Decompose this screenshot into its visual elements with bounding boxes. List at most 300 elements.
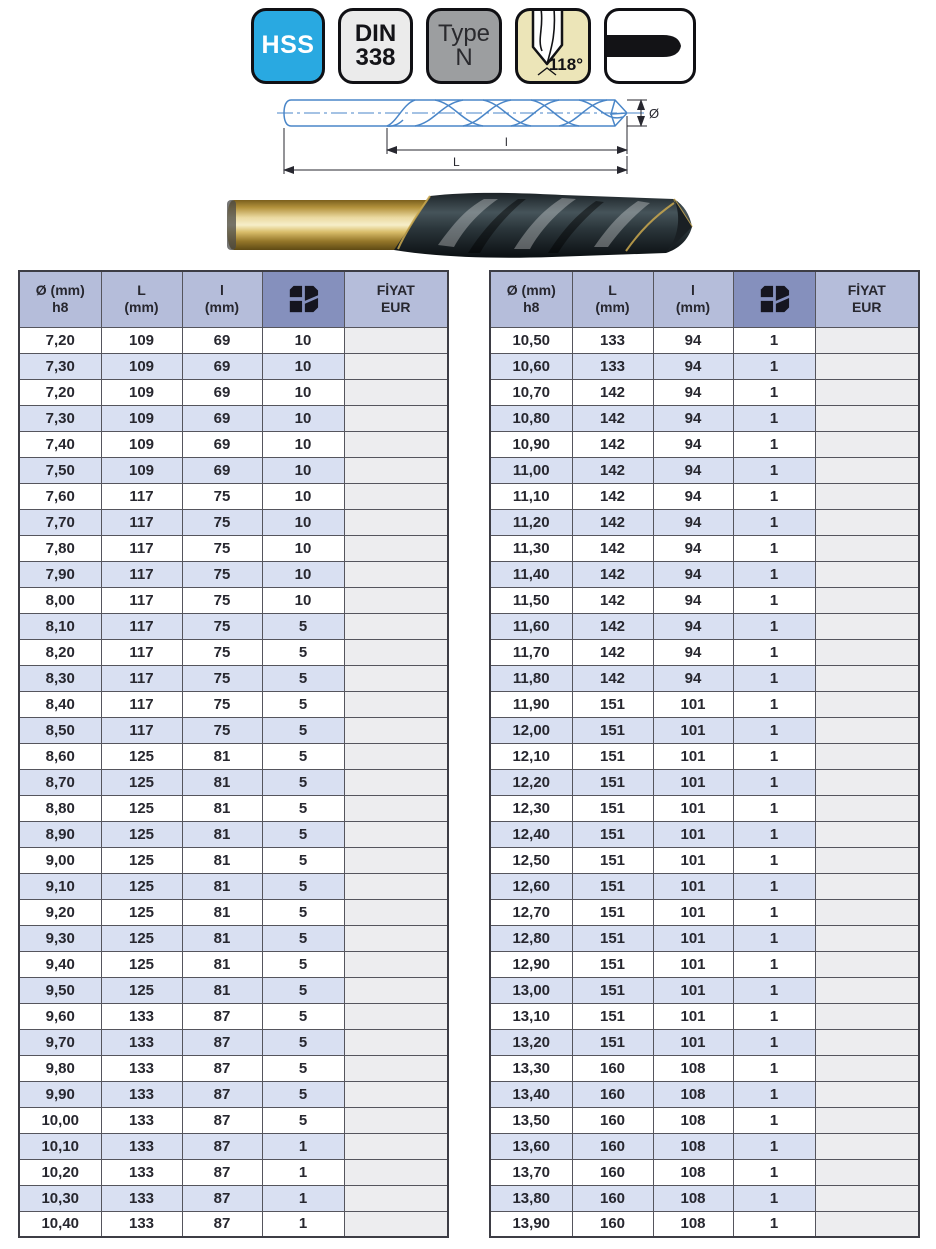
table-row [19,873,448,899]
price-cell [815,1081,919,1107]
pack-qty-cell: 10 [262,431,344,457]
flute-length-cell: 101 [653,977,733,1003]
price-cell [344,717,448,743]
diameter-cell: 13,40 [490,1081,572,1107]
header-row [490,271,919,327]
total-length-cell: 133 [101,1133,182,1159]
diameter-cell: 12,80 [490,925,572,951]
flute-length-cell: 94 [653,613,733,639]
pack-qty-cell: 5 [262,691,344,717]
total-length-cell: 151 [572,899,653,925]
diameter-cell: 11,70 [490,639,572,665]
pack-qty-cell: 1 [733,457,815,483]
flute-length-cell: 101 [653,821,733,847]
table-row [490,665,919,691]
flute-length-cell: 94 [653,353,733,379]
pack-qty-cell: 10 [262,457,344,483]
table-row [490,1185,919,1211]
price-cell [344,509,448,535]
flute-length-cell: 81 [182,795,262,821]
price-cell [815,535,919,561]
cylindrical-shank-icon [607,11,693,81]
table-row [490,327,919,353]
price-cell [344,925,448,951]
total-length-cell: 142 [572,379,653,405]
price-cell [815,561,919,587]
col-header-total-length: L (mm) [572,271,653,327]
total-length-cell: 160 [572,1081,653,1107]
price-cell [815,1107,919,1133]
type-n-badge [426,8,502,84]
total-length-cell: 160 [572,1055,653,1081]
table-row [19,327,448,353]
pack-qty-cell: 1 [733,509,815,535]
total-length-cell: 160 [572,1107,653,1133]
total-length-cell: 151 [572,717,653,743]
flute-length-cell: 108 [653,1185,733,1211]
total-length-cell: 125 [101,769,182,795]
total-length-cell: 125 [101,951,182,977]
diameter-cell: 10,70 [490,379,572,405]
total-length-cell: 142 [572,665,653,691]
price-cell [344,1029,448,1055]
table-row [490,1133,919,1159]
pack-qty-cell: 1 [733,327,815,353]
col-header-flute-length: l (mm) [182,271,262,327]
table-row [19,795,448,821]
price-cell [344,457,448,483]
pack-qty-cell: 1 [733,379,815,405]
table-row [19,847,448,873]
total-length-cell: 133 [101,1107,182,1133]
flute-length-cell: 94 [653,431,733,457]
total-length-cell: 151 [572,743,653,769]
flute-length-cell: 69 [182,379,262,405]
price-cell [815,1003,919,1029]
flute-length-cell: 69 [182,431,262,457]
price-cell [815,1055,919,1081]
flute-length-cell: 69 [182,327,262,353]
table-row [490,1211,919,1237]
flute-length-cell: 101 [653,795,733,821]
total-length-cell: 109 [101,457,182,483]
total-length-cell: 142 [572,483,653,509]
pack-qty-cell: 1 [733,483,815,509]
total-length-cell: 117 [101,613,182,639]
diameter-cell: 9,20 [19,899,101,925]
diameter-cell: 7,60 [19,483,101,509]
diameter-cell: 9,40 [19,951,101,977]
table-row [490,1055,919,1081]
table-row [490,587,919,613]
right-table-body [490,327,919,1237]
pack-qty-cell: 5 [262,977,344,1003]
din-label-line1: DIN [354,19,397,47]
total-length-cell: 117 [101,639,182,665]
price-cell [344,1159,448,1185]
price-cell [344,1055,448,1081]
price-cell [815,899,919,925]
pack-qty-cell: 5 [262,925,344,951]
diameter-cell: 13,50 [490,1107,572,1133]
price-cell [815,1133,919,1159]
price-cell [815,587,919,613]
price-cell [815,1211,919,1237]
pack-qty-cell: 1 [733,951,815,977]
price-cell [815,613,919,639]
table-row [490,717,919,743]
diameter-cell: 11,00 [490,457,572,483]
table-row [19,899,448,925]
diameter-cell: 8,20 [19,639,101,665]
total-length-cell: 117 [101,587,182,613]
diameter-cell: 11,40 [490,561,572,587]
total-length-cell: 133 [572,353,653,379]
table-row [490,431,919,457]
flute-length-cell: 101 [653,691,733,717]
total-length-cell: 125 [101,821,182,847]
table-row [490,873,919,899]
pack-qty-cell: 5 [262,1055,344,1081]
total-length-cell: 151 [572,1003,653,1029]
table-row [490,1107,919,1133]
flute-length-cell: 81 [182,925,262,951]
pack-qty-cell: 1 [733,353,815,379]
diameter-cell: 7,40 [19,431,101,457]
col-header-diameter: Ø (mm) h8 [490,271,572,327]
diameter-cell: 11,50 [490,587,572,613]
price-cell [815,1159,919,1185]
table-row [19,1159,448,1185]
diameter-cell: 11,90 [490,691,572,717]
flute-length-cell: 101 [653,951,733,977]
header-row [19,271,448,327]
price-cell [344,483,448,509]
price-cell [815,691,919,717]
diameter-cell: 10,80 [490,405,572,431]
pack-qty-cell: 10 [262,483,344,509]
total-length-cell: 151 [572,795,653,821]
col-header-diameter: Ø (mm) h8 [19,271,101,327]
pack-qty-cell: 1 [262,1159,344,1185]
price-cell [815,327,919,353]
pack-qty-cell: 1 [733,613,815,639]
diameter-cell: 10,40 [19,1211,101,1237]
table-row [490,1003,919,1029]
price-cell [344,769,448,795]
pack-qty-cell: 5 [262,847,344,873]
table-row [19,821,448,847]
diameter-cell: 10,60 [490,353,572,379]
flute-length-cell: 94 [653,327,733,353]
total-length-cell: 151 [572,873,653,899]
total-length-cell: 151 [572,1029,653,1055]
diameter-cell: 9,10 [19,873,101,899]
table-row [19,769,448,795]
flute-length-cell: 75 [182,561,262,587]
diameter-cell: 9,80 [19,1055,101,1081]
pack-qty-cell: 5 [262,769,344,795]
pack-qty-cell: 1 [733,1029,815,1055]
total-length-cell: 160 [572,1133,653,1159]
diameter-cell: 13,80 [490,1185,572,1211]
flute-length-cell: 81 [182,873,262,899]
price-cell [815,509,919,535]
technical-drawing [275,94,675,180]
flute-length-cell: 108 [653,1055,733,1081]
table-row [490,379,919,405]
flute-length-cell: 94 [653,561,733,587]
pack-qty-cell: 1 [733,847,815,873]
diameter-cell: 9,70 [19,1029,101,1055]
total-length-cell: 160 [572,1159,653,1185]
flute-length-cell: 108 [653,1107,733,1133]
pack-qty-cell: 5 [262,821,344,847]
table-row [490,639,919,665]
total-length-cell: 125 [101,873,182,899]
diameter-cell: 8,00 [19,587,101,613]
pack-qty-cell: 1 [262,1185,344,1211]
diameter-cell: 7,80 [19,535,101,561]
total-length-cell: 125 [101,925,182,951]
pack-qty-cell: 1 [733,1081,815,1107]
price-cell [815,431,919,457]
price-cell [815,795,919,821]
pack-qty-cell: 5 [262,613,344,639]
flute-length-cell: 94 [653,535,733,561]
diameter-cell: 11,80 [490,665,572,691]
diameter-cell: 13,30 [490,1055,572,1081]
price-cell [344,587,448,613]
table-row [490,899,919,925]
table-row [490,847,919,873]
price-cell [815,821,919,847]
col-header-price: FİYAT EUR [344,271,448,327]
price-cell [344,665,448,691]
diameter-cell: 10,90 [490,431,572,457]
table-row [19,535,448,561]
col-header-pack-qty [733,271,815,327]
flute-length-cell: 94 [653,639,733,665]
total-length-cell: 125 [101,899,182,925]
pack-qty-cell: 5 [262,1081,344,1107]
pack-qty-cell: 1 [733,925,815,951]
diameter-cell: 10,10 [19,1133,101,1159]
price-cell [815,951,919,977]
table-row [490,821,919,847]
price-cell [344,1081,448,1107]
table-row [19,1211,448,1237]
table-row [490,1081,919,1107]
diameter-cell: 10,50 [490,327,572,353]
pack-qty-cell: 1 [733,587,815,613]
total-length-cell: 125 [101,743,182,769]
col-header-flute-length: l (mm) [653,271,733,327]
pack-qty-cell: 1 [733,1003,815,1029]
diameter-cell: 7,30 [19,405,101,431]
pack-qty-cell: 1 [733,873,815,899]
table-row [490,795,919,821]
table-row [490,951,919,977]
diameter-label: Ø [649,106,660,121]
point-angle-label: 118° [548,54,583,74]
total-length-cell: 142 [572,405,653,431]
total-length-cell: 142 [572,639,653,665]
pack-qty-cell: 5 [262,899,344,925]
table-row [490,353,919,379]
flute-length-cell: 101 [653,769,733,795]
flute-length-cell: 75 [182,717,262,743]
table-row [490,743,919,769]
table-row [19,509,448,535]
diameter-cell: 8,40 [19,691,101,717]
flute-length-cell: 69 [182,457,262,483]
flute-length-cell: 75 [182,665,262,691]
table-row [19,457,448,483]
col-header-total-length: L (mm) [101,271,182,327]
pack-qty-cell: 10 [262,353,344,379]
price-cell [344,353,448,379]
total-length-cell: 125 [101,847,182,873]
flute-length-cell: 69 [182,353,262,379]
type-label-line1: Type [437,19,491,47]
diameter-cell: 8,10 [19,613,101,639]
price-cell [344,1107,448,1133]
diameter-cell: 8,50 [19,717,101,743]
price-cell [344,873,448,899]
table-row [490,405,919,431]
price-cell [815,743,919,769]
price-cell [344,561,448,587]
price-cell [815,873,919,899]
pack-qty-cell: 10 [262,535,344,561]
diameter-cell: 13,10 [490,1003,572,1029]
price-cell [815,847,919,873]
pack-qty-cell: 1 [733,1211,815,1237]
total-length-cell: 117 [101,691,182,717]
total-length-cell: 117 [101,509,182,535]
total-length-cell: 125 [101,795,182,821]
diameter-cell: 12,50 [490,847,572,873]
total-length-cell: 109 [101,327,182,353]
total-length-cell: 151 [572,691,653,717]
point-angle-badge [515,8,591,84]
flute-length-cell: 87 [182,1055,262,1081]
pack-qty-cell: 1 [733,795,815,821]
total-length-cell: 142 [572,535,653,561]
flute-length-cell: 75 [182,613,262,639]
flute-length-cell: 87 [182,1159,262,1185]
flute-length-cell: 87 [182,1211,262,1237]
total-length-cell: 151 [572,925,653,951]
table-row [19,951,448,977]
diameter-cell: 9,50 [19,977,101,1003]
table-row [490,977,919,1003]
total-length-cell: 160 [572,1185,653,1211]
flute-length-cell: 75 [182,483,262,509]
table-row [19,743,448,769]
pack-qty-cell: 5 [262,873,344,899]
total-length-cell: 142 [572,587,653,613]
pack-qty-cell: 10 [262,561,344,587]
table-row [490,925,919,951]
diameter-cell: 10,30 [19,1185,101,1211]
total-length-cell: 151 [572,847,653,873]
price-cell [815,353,919,379]
flute-length-cell: 94 [653,509,733,535]
type-label-line2: N [455,44,473,71]
pack-qty-cell: 1 [733,821,815,847]
flute-length-cell: 94 [653,665,733,691]
total-length-cell: 142 [572,509,653,535]
flute-length-cell: 75 [182,509,262,535]
diameter-cell: 12,30 [490,795,572,821]
total-length-cell: 117 [101,717,182,743]
flute-length-cell: 87 [182,1133,262,1159]
pack-qty-cell: 1 [733,639,815,665]
diameter-cell: 13,20 [490,1029,572,1055]
total-length-cell: 109 [101,405,182,431]
flute-length-cell: 87 [182,1081,262,1107]
price-cell [815,379,919,405]
total-length-cell: 117 [101,665,182,691]
price-cell [815,977,919,1003]
flute-length-cell: 94 [653,587,733,613]
flute-length-cell: 75 [182,587,262,613]
table-row [19,561,448,587]
spec-badges [251,8,696,84]
total-length-cell: 125 [101,977,182,1003]
total-length-label: L [453,155,460,169]
pack-qty-cell: 1 [733,1159,815,1185]
pack-qty-cell: 1 [733,535,815,561]
table-row [19,1055,448,1081]
table-row [490,613,919,639]
package-icon [287,284,319,314]
pack-qty-cell: 1 [262,1133,344,1159]
total-length-cell: 142 [572,457,653,483]
diameter-cell: 13,60 [490,1133,572,1159]
hss-badge [251,8,325,84]
price-cell [344,899,448,925]
diameter-cell: 12,20 [490,769,572,795]
flute-length-cell: 101 [653,743,733,769]
flute-length-cell: 101 [653,899,733,925]
price-cell [815,925,919,951]
flute-length-cell: 81 [182,743,262,769]
table-row [19,691,448,717]
pack-qty-cell: 10 [262,327,344,353]
diameter-cell: 9,30 [19,925,101,951]
price-cell [344,951,448,977]
price-cell [344,327,448,353]
diameter-cell: 12,90 [490,951,572,977]
price-cell [815,405,919,431]
pack-qty-cell: 1 [733,691,815,717]
flute-length-cell: 81 [182,899,262,925]
pack-qty-cell: 1 [733,899,815,925]
total-length-cell: 117 [101,561,182,587]
total-length-cell: 109 [101,431,182,457]
price-table-right [489,270,920,1238]
price-cell [344,535,448,561]
diameter-cell: 11,20 [490,509,572,535]
pack-qty-cell: 5 [262,717,344,743]
total-length-cell: 151 [572,769,653,795]
flute-length-cell: 81 [182,821,262,847]
pack-qty-cell: 5 [262,951,344,977]
diameter-cell: 7,20 [19,327,101,353]
